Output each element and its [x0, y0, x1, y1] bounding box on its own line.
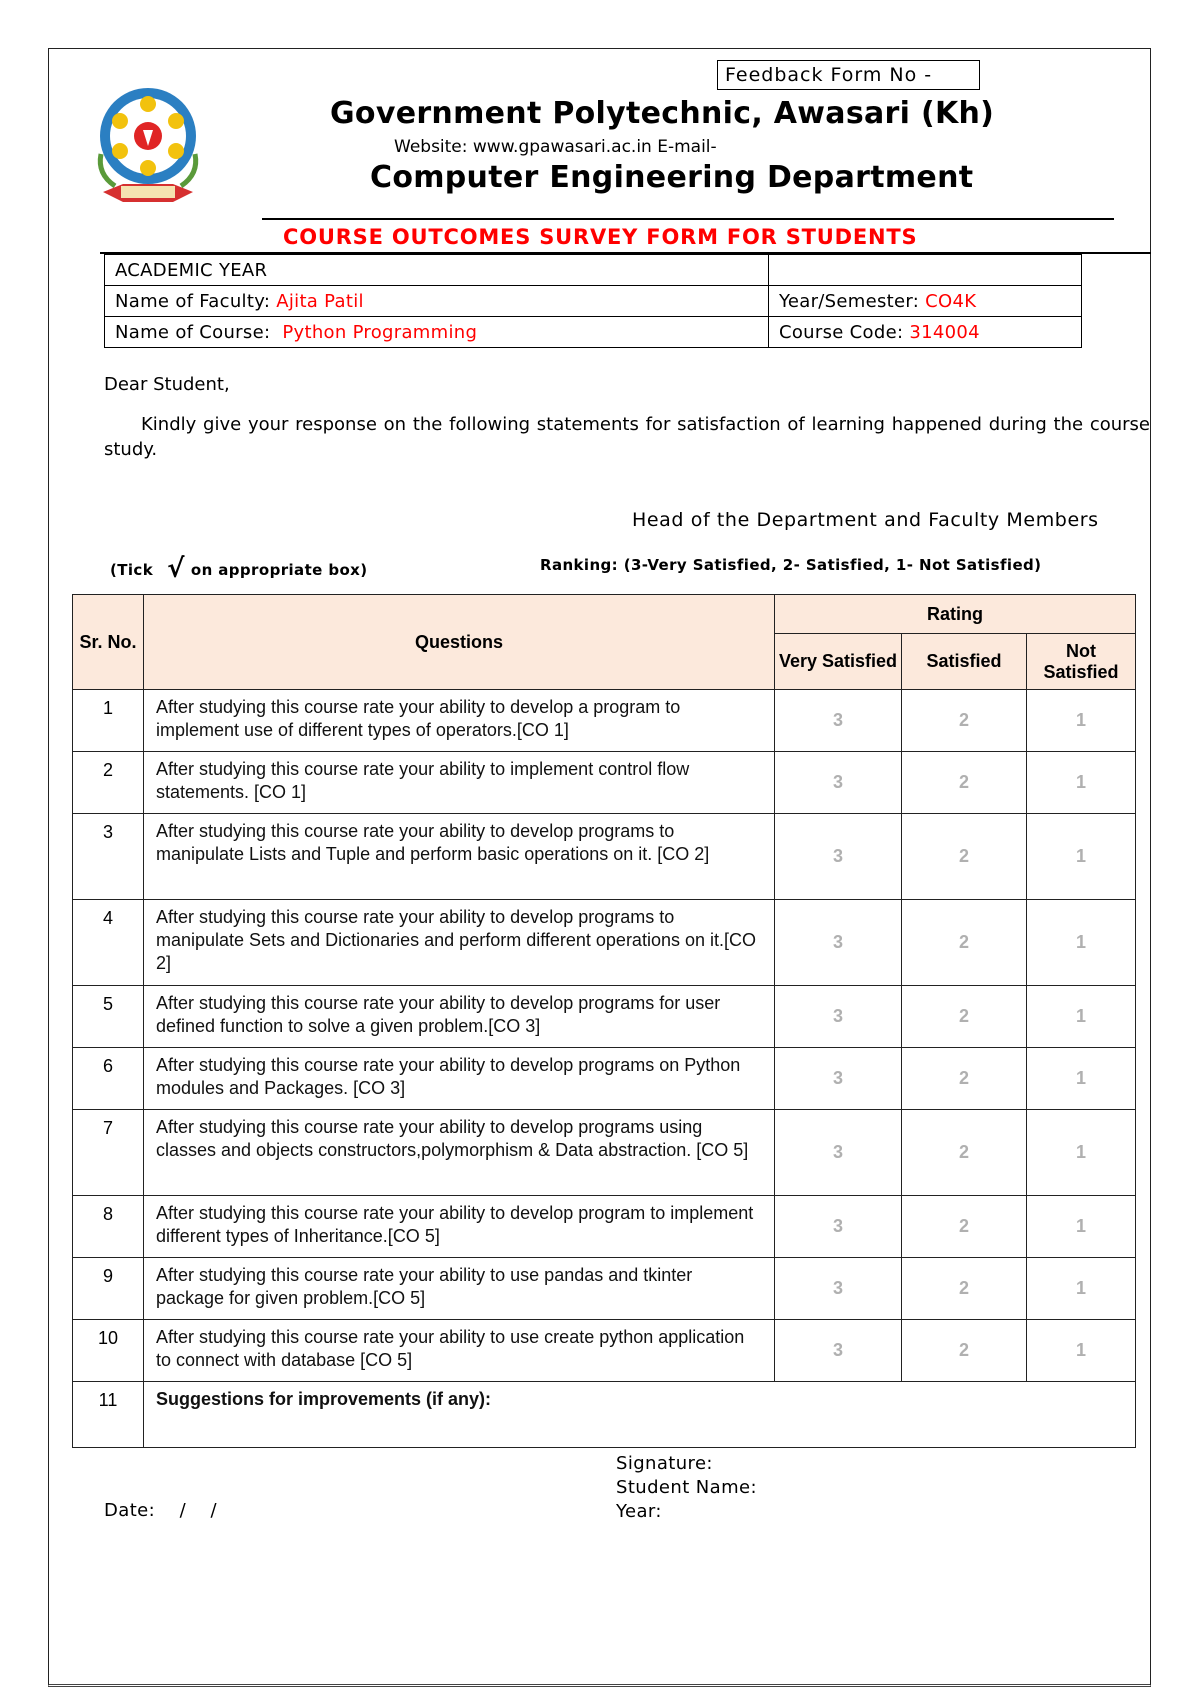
row-number: 1 — [73, 690, 144, 752]
row-number: 4 — [73, 900, 144, 986]
table-row — [73, 1048, 1136, 1110]
question-text: After studying this course rate your ability to implement control flow statements. [CO 1] — [144, 752, 775, 814]
rating-very-satisfied[interactable]: 3 — [775, 752, 902, 814]
year-semester-cell — [769, 286, 1082, 317]
rating-very-satisfied[interactable]: 3 — [775, 814, 902, 900]
suggestion-label: Suggestions for improvements (if any): — [156, 1389, 492, 1409]
website-email-line: Website: www.gpawasari.ac.in E-mail- — [394, 137, 717, 157]
question-text: After studying this course rate your ability to develop programs to manipulate Lists and Tuple and perform basic operations on it. [CO 2] — [144, 814, 775, 900]
student-name-field[interactable]: Student Name: — [616, 1477, 757, 1498]
faculty-cell — [105, 286, 769, 317]
department-name: Computer Engineering Department — [370, 160, 974, 195]
greeting: Dear Student, — [104, 374, 230, 395]
faculty-label: Name of Faculty: — [115, 290, 277, 312]
table-row — [73, 814, 1136, 900]
academic-year-label: ACADEMIC YEAR — [105, 255, 769, 286]
row-number: 7 — [73, 1110, 144, 1196]
rating-very-satisfied[interactable]: 3 — [775, 1048, 902, 1110]
signature-field[interactable]: Signature: — [616, 1453, 713, 1474]
checkmark-icon: √ — [167, 554, 185, 584]
course-code-value: 314004 — [909, 321, 980, 343]
course-info-table — [104, 254, 1082, 348]
rating-very-satisfied[interactable]: 3 — [775, 1320, 902, 1382]
rating-satisfied[interactable]: 2 — [902, 900, 1027, 986]
questions-table — [72, 594, 1136, 1448]
row-number: 9 — [73, 1258, 144, 1320]
question-text: After studying this course rate your ability to use create python application to connect with database [CO 5] — [144, 1320, 775, 1382]
signoff: Head of the Department and Faculty Members — [632, 509, 1099, 531]
ranking-legend: Ranking: (3-Very Satisfied, 2- Satisfied, 1- Not Satisfied) — [540, 556, 1042, 574]
rating-not-satisfied[interactable]: 1 — [1027, 986, 1136, 1048]
rating-very-satisfied[interactable]: 3 — [775, 690, 902, 752]
form-title: COURSE OUTCOMES SURVEY FORM FOR STUDENTS — [283, 225, 918, 249]
tick-instruction — [110, 552, 368, 582]
table-row — [73, 690, 1136, 752]
sr-no-header: Sr. No. — [73, 595, 144, 690]
satisfied-header: Satisfied — [902, 634, 1027, 690]
institute-name: Government Polytechnic, Awasari (Kh) — [330, 96, 995, 131]
rating-satisfied[interactable]: 2 — [902, 752, 1027, 814]
row-number: 3 — [73, 814, 144, 900]
rating-not-satisfied[interactable]: 1 — [1027, 814, 1136, 900]
year-semester-value: CO4K — [925, 290, 977, 312]
table-row — [73, 1258, 1136, 1320]
rating-not-satisfied[interactable]: 1 — [1027, 1196, 1136, 1258]
suggestion-field[interactable] — [144, 1382, 1136, 1448]
year-semester-label: Year/Semester: — [779, 290, 926, 312]
instructions-paragraph: Kindly give your response on the following statements for satisfaction of learning happened during the course study. — [104, 414, 1150, 460]
row-number: 8 — [73, 1196, 144, 1258]
academic-year-value[interactable] — [769, 255, 1082, 286]
rating-very-satisfied[interactable]: 3 — [775, 1258, 902, 1320]
table-row — [73, 986, 1136, 1048]
rating-satisfied[interactable]: 2 — [902, 690, 1027, 752]
rating-satisfied[interactable]: 2 — [902, 986, 1027, 1048]
date-field[interactable]: Date: / / — [104, 1500, 217, 1521]
table-row — [73, 900, 1136, 986]
college-emblem-logo — [93, 84, 203, 208]
row-number: 2 — [73, 752, 144, 814]
rating-very-satisfied[interactable]: 3 — [775, 900, 902, 986]
rating-not-satisfied[interactable]: 1 — [1027, 900, 1136, 986]
row-number: 10 — [73, 1320, 144, 1382]
year-field[interactable]: Year: — [616, 1501, 662, 1522]
tick-suffix: on appropriate box) — [190, 561, 368, 579]
rating-satisfied[interactable]: 2 — [902, 1258, 1027, 1320]
table-row — [73, 1110, 1136, 1196]
rating-satisfied[interactable]: 2 — [902, 1110, 1027, 1196]
very-satisfied-header: Very Satisfied — [775, 634, 902, 690]
table-row — [73, 752, 1136, 814]
rating-satisfied[interactable]: 2 — [902, 814, 1027, 900]
row-number: 11 — [73, 1382, 144, 1448]
header-divider — [262, 218, 1114, 220]
rating-header: Rating — [775, 595, 1136, 634]
row-number: 5 — [73, 986, 144, 1048]
rating-very-satisfied[interactable]: 3 — [775, 1110, 902, 1196]
table-row — [73, 1320, 1136, 1382]
not-satisfied-header: Not Satisfied — [1027, 634, 1136, 690]
course-label: Name of Course: — [115, 321, 283, 343]
course-code-cell — [769, 317, 1082, 348]
rating-not-satisfied[interactable]: 1 — [1027, 1048, 1136, 1110]
rating-not-satisfied[interactable]: 1 — [1027, 1110, 1136, 1196]
rating-very-satisfied[interactable]: 3 — [775, 1196, 902, 1258]
row-number: 6 — [73, 1048, 144, 1110]
signature-block — [616, 1452, 757, 1524]
course-value: Python Programming — [282, 321, 478, 343]
questions-header: Questions — [144, 595, 775, 690]
rating-satisfied[interactable]: 2 — [902, 1196, 1027, 1258]
rating-satisfied[interactable]: 2 — [902, 1048, 1027, 1110]
rating-very-satisfied[interactable]: 3 — [775, 986, 902, 1048]
question-text: After studying this course rate your ability to develop program to implement different types of Inheritance.[CO 5] — [144, 1196, 775, 1258]
question-text: After studying this course rate your ability to develop programs on Python modules and Packages. [CO 3] — [144, 1048, 775, 1110]
faculty-value: Ajita Patil — [276, 290, 364, 312]
question-text: After studying this course rate your ability to develop a program to implement use of different types of operators.[CO 1] — [144, 690, 775, 752]
tick-prefix: (Tick — [110, 561, 154, 579]
question-text: After studying this course rate your ability to develop programs using classes and objects constructors,polymorphism & Data abstraction. [CO 5] — [144, 1110, 775, 1196]
rating-satisfied[interactable]: 2 — [902, 1320, 1027, 1382]
course-code-label: Course Code: — [779, 321, 910, 343]
question-text: After studying this course rate your ability to develop programs for user defined function to solve a given problem.[CO 3] — [144, 986, 775, 1048]
table-row — [73, 1196, 1136, 1258]
rating-not-satisfied[interactable]: 1 — [1027, 752, 1136, 814]
question-text: After studying this course rate your ability to develop programs to manipulate Sets and Dictionaries and perform different operations on it.[CO 2] — [144, 900, 775, 986]
rating-not-satisfied[interactable]: 1 — [1027, 1320, 1136, 1382]
feedback-form-number-box[interactable]: Feedback Form No - — [717, 60, 980, 90]
rating-not-satisfied[interactable]: 1 — [1027, 1258, 1136, 1320]
rating-not-satisfied[interactable]: 1 — [1027, 690, 1136, 752]
suggestion-row — [73, 1382, 1136, 1448]
course-cell — [105, 317, 769, 348]
question-text: After studying this course rate your ability to use pandas and tkinter package for given problem.[CO 5] — [144, 1258, 775, 1320]
